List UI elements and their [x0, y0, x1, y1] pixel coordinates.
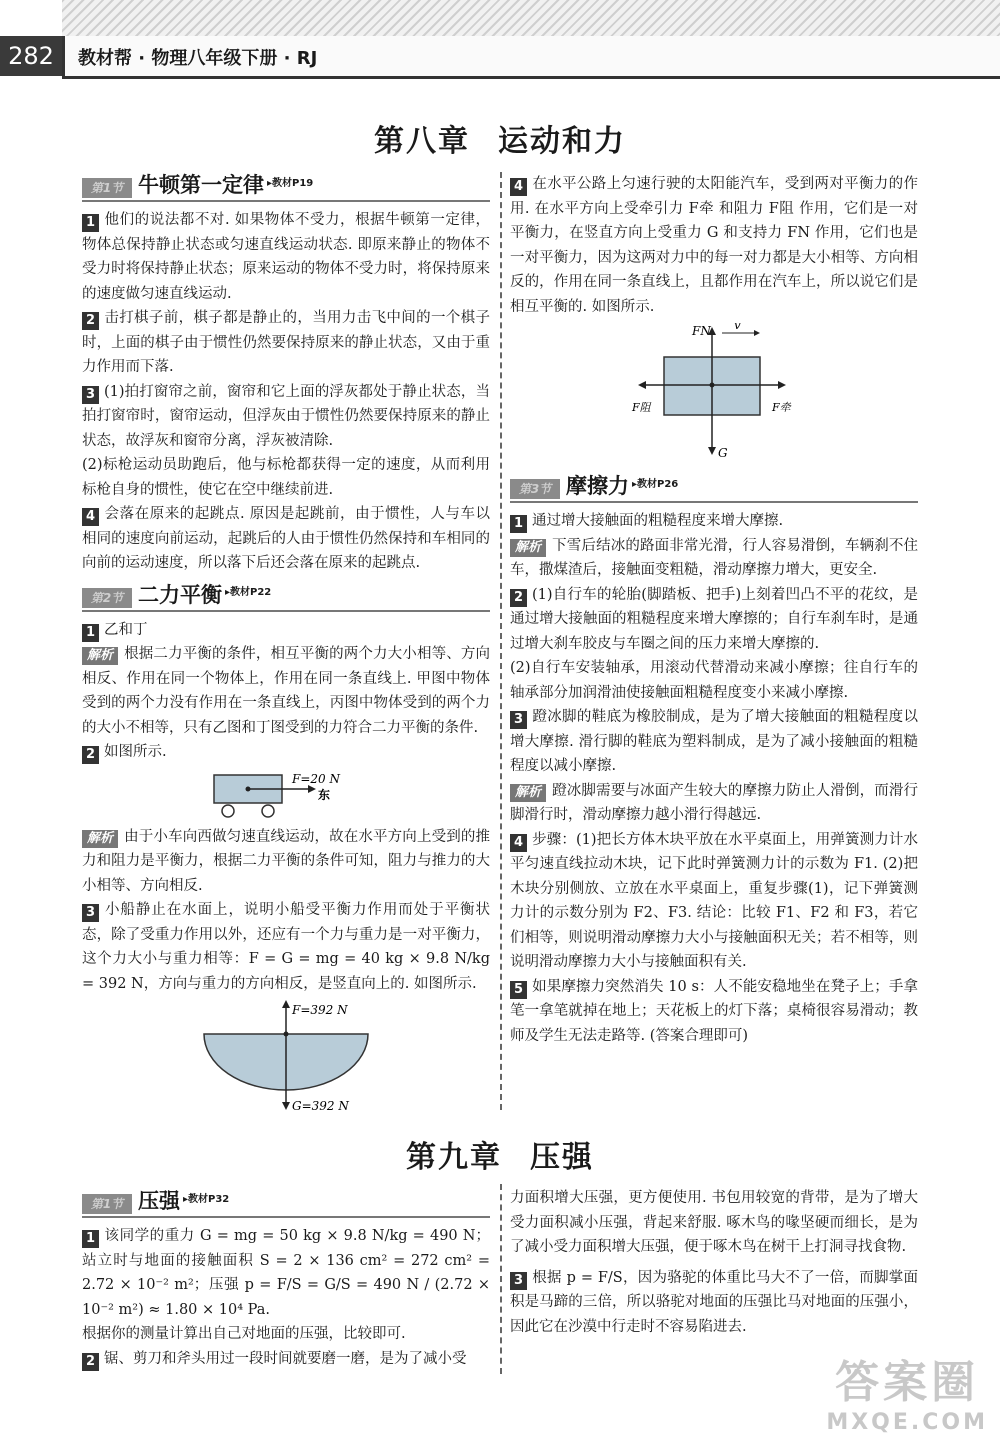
left-column	[82, 166, 490, 1120]
answer: 力面积增大压强，更方便使用. 书包用较宽的背带，是为了增大受力面积减小压强，背起来舒服. 啄木鸟的喙坚硬而细长，是为了减小受力面积增大压强，便于啄木鸟在树干上打洞寻找食物.	[510, 1190, 918, 1255]
gravity-label: G=392 N	[292, 1099, 349, 1113]
answer: 3 根据 p = F/S，因为骆驼的体重比马大不了一倍，而脚掌面积是马蹄的三倍，所以骆驼对地面的压强比马对地面的压强小，因此它在沙漠中行走时不容易陷进去.	[510, 1269, 918, 1335]
answer: (2)自行车安装轴承，用滚动代替滑动来减小摩擦；往自行车的轴承部分加润滑油使接触面粗糙程度变小来减小摩擦.	[510, 660, 918, 701]
analysis: 解析 下雪后结冰的路面非常光滑，行人容易滑倒，车辆刹不住车，撒煤渣后，接触面变粗糙，滑动摩擦力增大，更安全.	[510, 537, 918, 578]
answer: 5 如果摩擦力突然消失 10 s：人不能安稳地坐在凳子上；手拿笔一拿笔就掉在地上；天花板上的灯下落；桌椅很容易滑动；教师及学生无法走路等. (答案合理即可)	[510, 978, 918, 1044]
ch9-left-column	[82, 1182, 490, 1371]
chapter9-title: 第九章 压强	[406, 1140, 594, 1175]
ch9-section-1-header: 第1节 压强 ▸教材P32	[82, 1182, 490, 1218]
car-force-diagram	[614, 323, 814, 463]
g-label: G	[718, 446, 728, 460]
fn-label: FN	[692, 324, 711, 338]
column-divider-2	[500, 1184, 502, 1374]
answer: 2 (1)自行车的轮胎(脚踏板、把手)上刻着凹凸不平的花纹，是通过增大接触面的粗糙程度来增大摩擦的；自行车刹车时，是通过增大刹车胶皮与车圈之间的压力来增大摩擦的.	[510, 586, 918, 652]
section-3-header: 第3节 摩擦力 ▸教材P26	[510, 467, 918, 503]
f-resist-label: F阻	[632, 401, 651, 414]
answer: 1 他们的说法都不对. 如果物体不受力，根据牛顿第一定律，物体总保持静止状态或匀速直线运动状态. 即原来静止的物体不受力时将保持静止状态；原来运动的物体不受力时，将保持原来的速度做匀速直线运动.	[82, 212, 490, 302]
answer: 1 乙和丁	[82, 618, 490, 643]
right-column	[510, 172, 918, 1048]
chapter8-title: 第八章 运动和力	[374, 124, 626, 159]
answer: 3 小船静止在水面上，说明小船受平衡力作用而处于平衡状态，除了受重力作用以外，还应有一个力与重力是一对平衡力，这个力大小与重力相等：F = G = mg = 40 kg × 9.8 N/kg = 392 N，方向与重力的方向相反，是竖直向上的. 如图所示.	[82, 902, 490, 992]
analysis: 解析 根据二力平衡的条件，相互平衡的两个力大小相等、方向相反、作用在同一个物体上，作用在同一条直线上. 甲图中物体受到的两个力没有作用在一条直线上，丙图中物体受到的两个力的大小不相等，只有乙图和丁图受到的力符合二力平衡的条件.	[82, 646, 490, 736]
answer: 3 蹬冰脚的鞋底为橡胶制成，是为了增大接触面的粗糙程度以增大摩擦. 滑行脚的鞋底为塑料制成，是为了减小接触面的粗糙程度以减小摩擦.	[510, 709, 918, 774]
analysis: 解析 蹬冰脚需要与冰面产生较大的摩擦力防止人滑倒，而滑行脚滑行时，滑动摩擦力越小滑行得越远.	[510, 782, 918, 823]
force-label: F=20 N	[292, 771, 340, 786]
book-title: 教材帮 · 物理八年级下册 · RJ	[78, 48, 318, 69]
boat-diagram	[186, 1000, 386, 1116]
answer: 1 通过增大接触面的粗糙程度来增大摩擦.	[510, 509, 918, 534]
answer: (2)标枪运动员助跑后，他与标枪都获得一定的速度，从而利用标枪自身的惯性，使它在空中继续前进.	[82, 457, 490, 498]
column-divider	[500, 172, 502, 1110]
page-header	[0, 0, 1000, 78]
answer: 2 如图所示.	[82, 740, 490, 765]
buoyancy-label: F=392 N	[292, 1003, 348, 1017]
f-traction-label: F牵	[772, 401, 791, 414]
header-pattern	[62, 0, 1000, 36]
direction-label: 东	[318, 787, 331, 802]
ch9-right-column	[510, 1186, 918, 1339]
cart-diagram	[206, 769, 366, 821]
answer: 3 (1)拍打窗帘之前，窗帘和它上面的浮灰都处于静止状态，当拍打窗帘时，窗帘运动，但浮灰由于惯性仍然要保持原来的静止状态，故浮灰和窗帘分离，浮灰被清除.	[82, 383, 490, 449]
answer: 根据你的测量计算出自己对地面的压强，比较即可.	[82, 1326, 406, 1342]
watermark-logo: 答案圈 MXQE.COM	[826, 1357, 988, 1435]
answer: 1 该同学的重力 G = mg = 50 kg × 9.8 N/kg = 490 N；站立时与地面的接触面积 S = 2 × 136 cm² = 272 cm² = 2.72 × 10⁻² m²；压强 p = F/S = G/S = 490 N / (2.72 × 10⁻² m²) ≈ 1.80 × 10⁴ Pa.	[82, 1228, 490, 1318]
answer: 2 击打棋子前，棋子都是静止的，当用力击飞中间的一个棋子时，上面的棋子由于惯性仍然要保持原来的静止状态，又由于重力作用而下落.	[82, 310, 490, 375]
page-number: 282	[0, 36, 62, 76]
answer: 2 锯、剪刀和斧头用过一段时间就要磨一磨，是为了减小受	[82, 1347, 490, 1372]
section-2-header: 第2节 二力平衡 ▸教材P22	[82, 576, 490, 612]
v-label: v	[734, 323, 741, 332]
answer: 4 会落在原来的起跳点. 原因是起跳前，由于惯性，人与车以相同的速度向前运动，起跳后的人由于惯性仍然保持和车相同的向前的运动速度，所以落下后还会落在原来的起跳点.	[82, 506, 490, 571]
answer: 4 在水平公路上匀速行驶的太阳能汽车，受到两对平衡力的作用. 在水平方向上受牵引力 F牵 和阻力 F阻 作用，它们是一对平衡力，在竖直方向上受重力 G 和支持力 FN 作用，它们也是一对平衡力，因为这两对力中的每一对力都是大小相等、方向相反的，作用在同一条直线上，且都作用在汽车上，所以说它们是相互平衡的. 如图所示.	[510, 176, 919, 315]
section-1-header: 第1节 牛顿第一定律 ▸教材P19	[82, 166, 490, 202]
analysis: 解析 由于小车向西做匀速直线运动，故在水平方向上受到的推力和阻力是平衡力，根据二力平衡的条件可知，阻力与推力的大小相等、方向相反.	[82, 828, 490, 894]
answer: 4 步骤：(1)把长方体木块平放在水平桌面上，用弹簧测力计水平匀速直线拉动木块，记下此时弹簧测力计的示数为 F1. (2)把木块分别侧放、立放在水平桌面上，重复步骤(1)，记下弹簧测力计的示数分别为 F2、F3. 结论：比较 F1、F2 和 F3，若它们相等，则说明滑动摩擦力大小与接触面积无关；若不相等，则说明滑动摩擦力大小与接触面积有关.	[510, 831, 918, 970]
